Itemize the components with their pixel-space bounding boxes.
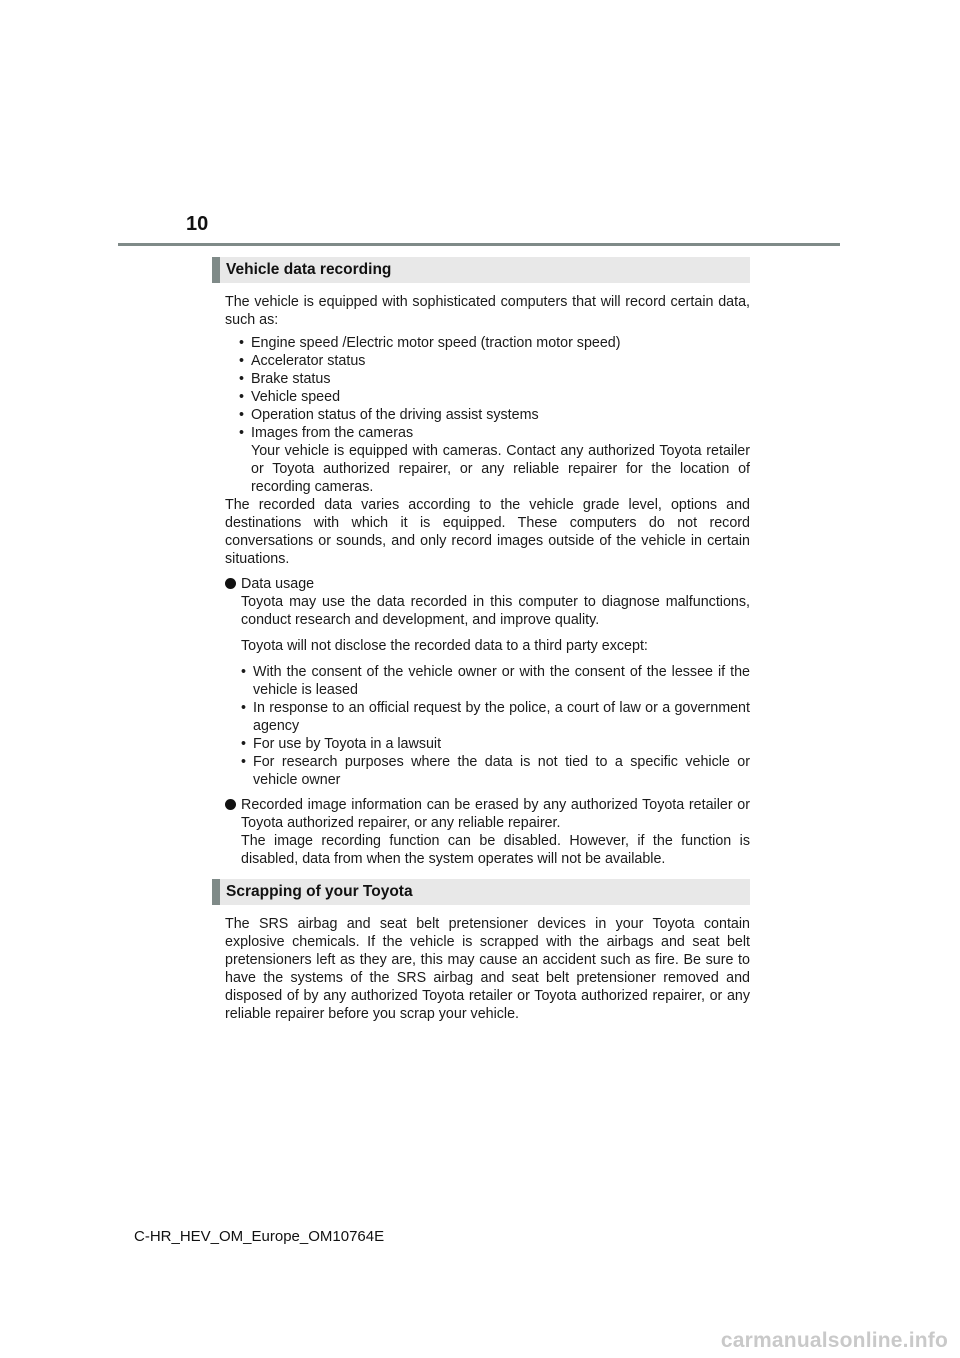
list-item: • For research purposes where the data is not tied to a specific vehicle or vehicle owner (241, 753, 750, 789)
cameras-note: Your vehicle is equipped with cameras. Contact any authorized Toyota retailer or Toyota authorized repairer, or any reliable repairer for the location of recording cameras. (251, 443, 750, 495)
data-usage-text: Toyota may use the data recorded in this computer to diagnose malfunctions, conduct research and development, and improve quality. (241, 594, 750, 628)
list-item: • With the consent of the vehicle owner or with the consent of the lessee if the vehicle is leased (241, 663, 750, 699)
list-item: • Engine speed /Electric motor speed (traction motor speed) (239, 334, 750, 352)
recorded-data-paragraph: The recorded data varies according to the vehicle grade level, options and destinations with which it is equipped. These computers do not record conversations or sounds, and only record images outside of the vehicle in certain situations. (225, 497, 750, 567)
filled-circle-bullet-icon (225, 578, 236, 589)
recorded-data-list (212, 334, 750, 496)
image-info-text: Recorded image information can be erased by any authorized Toyota retailer or Toyota authorized repairer, or any reliable repairer. (241, 797, 750, 831)
data-usage-title: Data usage (241, 576, 315, 592)
watermark: carmanualsonline.info (720, 1329, 948, 1352)
image-information-block (212, 796, 750, 868)
list-item: • Operation status of the driving assist systems (239, 406, 750, 424)
list-item (239, 424, 750, 496)
header-rule (118, 243, 840, 246)
list-item-label: Images from the cameras (251, 425, 414, 441)
list-item: • In response to an official request by the police, a court of law or a government agency (241, 699, 750, 735)
document-footer: C-HR_HEV_OM_Europe_OM10764E (134, 1228, 385, 1245)
section-heading-vehicle-data-recording: Vehicle data recording (212, 257, 750, 283)
disclose-intro: Toyota will not disclose the recorded data to a third party except: (241, 638, 648, 654)
list-item: • Accelerator status (239, 352, 750, 370)
intro-paragraph: The vehicle is equipped with sophisticated computers that will record certain data, such as: (225, 294, 750, 328)
image-disable-text: The image recording function can be disabled. However, if the function is disabled, data from when the system operates will not be available. (241, 833, 750, 867)
data-usage-block (212, 575, 750, 789)
list-item: • Vehicle speed (239, 388, 750, 406)
section-heading-scrapping: Scrapping of your Toyota (212, 879, 750, 905)
page-content (212, 257, 750, 1023)
list-item: • Brake status (239, 370, 750, 388)
list-item: • For use by Toyota in a lawsuit (241, 735, 750, 753)
disclosure-exceptions-list (241, 663, 750, 789)
filled-circle-bullet-icon (225, 799, 236, 810)
scrapping-paragraph: The SRS airbag and seat belt pretensioner devices in your Toyota contain explosive chemicals. If the vehicle is scrapped with the airbags and seat belt pretensioners left as they are, this may cause an accident such as fire. Be sure to have the systems of the SRS airbag and seat belt pretensioner removed and disposed of by any authorized Toyota retailer or Toyota authorized repairer, or any reliable repairer before you scrap your vehicle. (225, 916, 750, 1022)
page-number: 10 (186, 213, 209, 235)
